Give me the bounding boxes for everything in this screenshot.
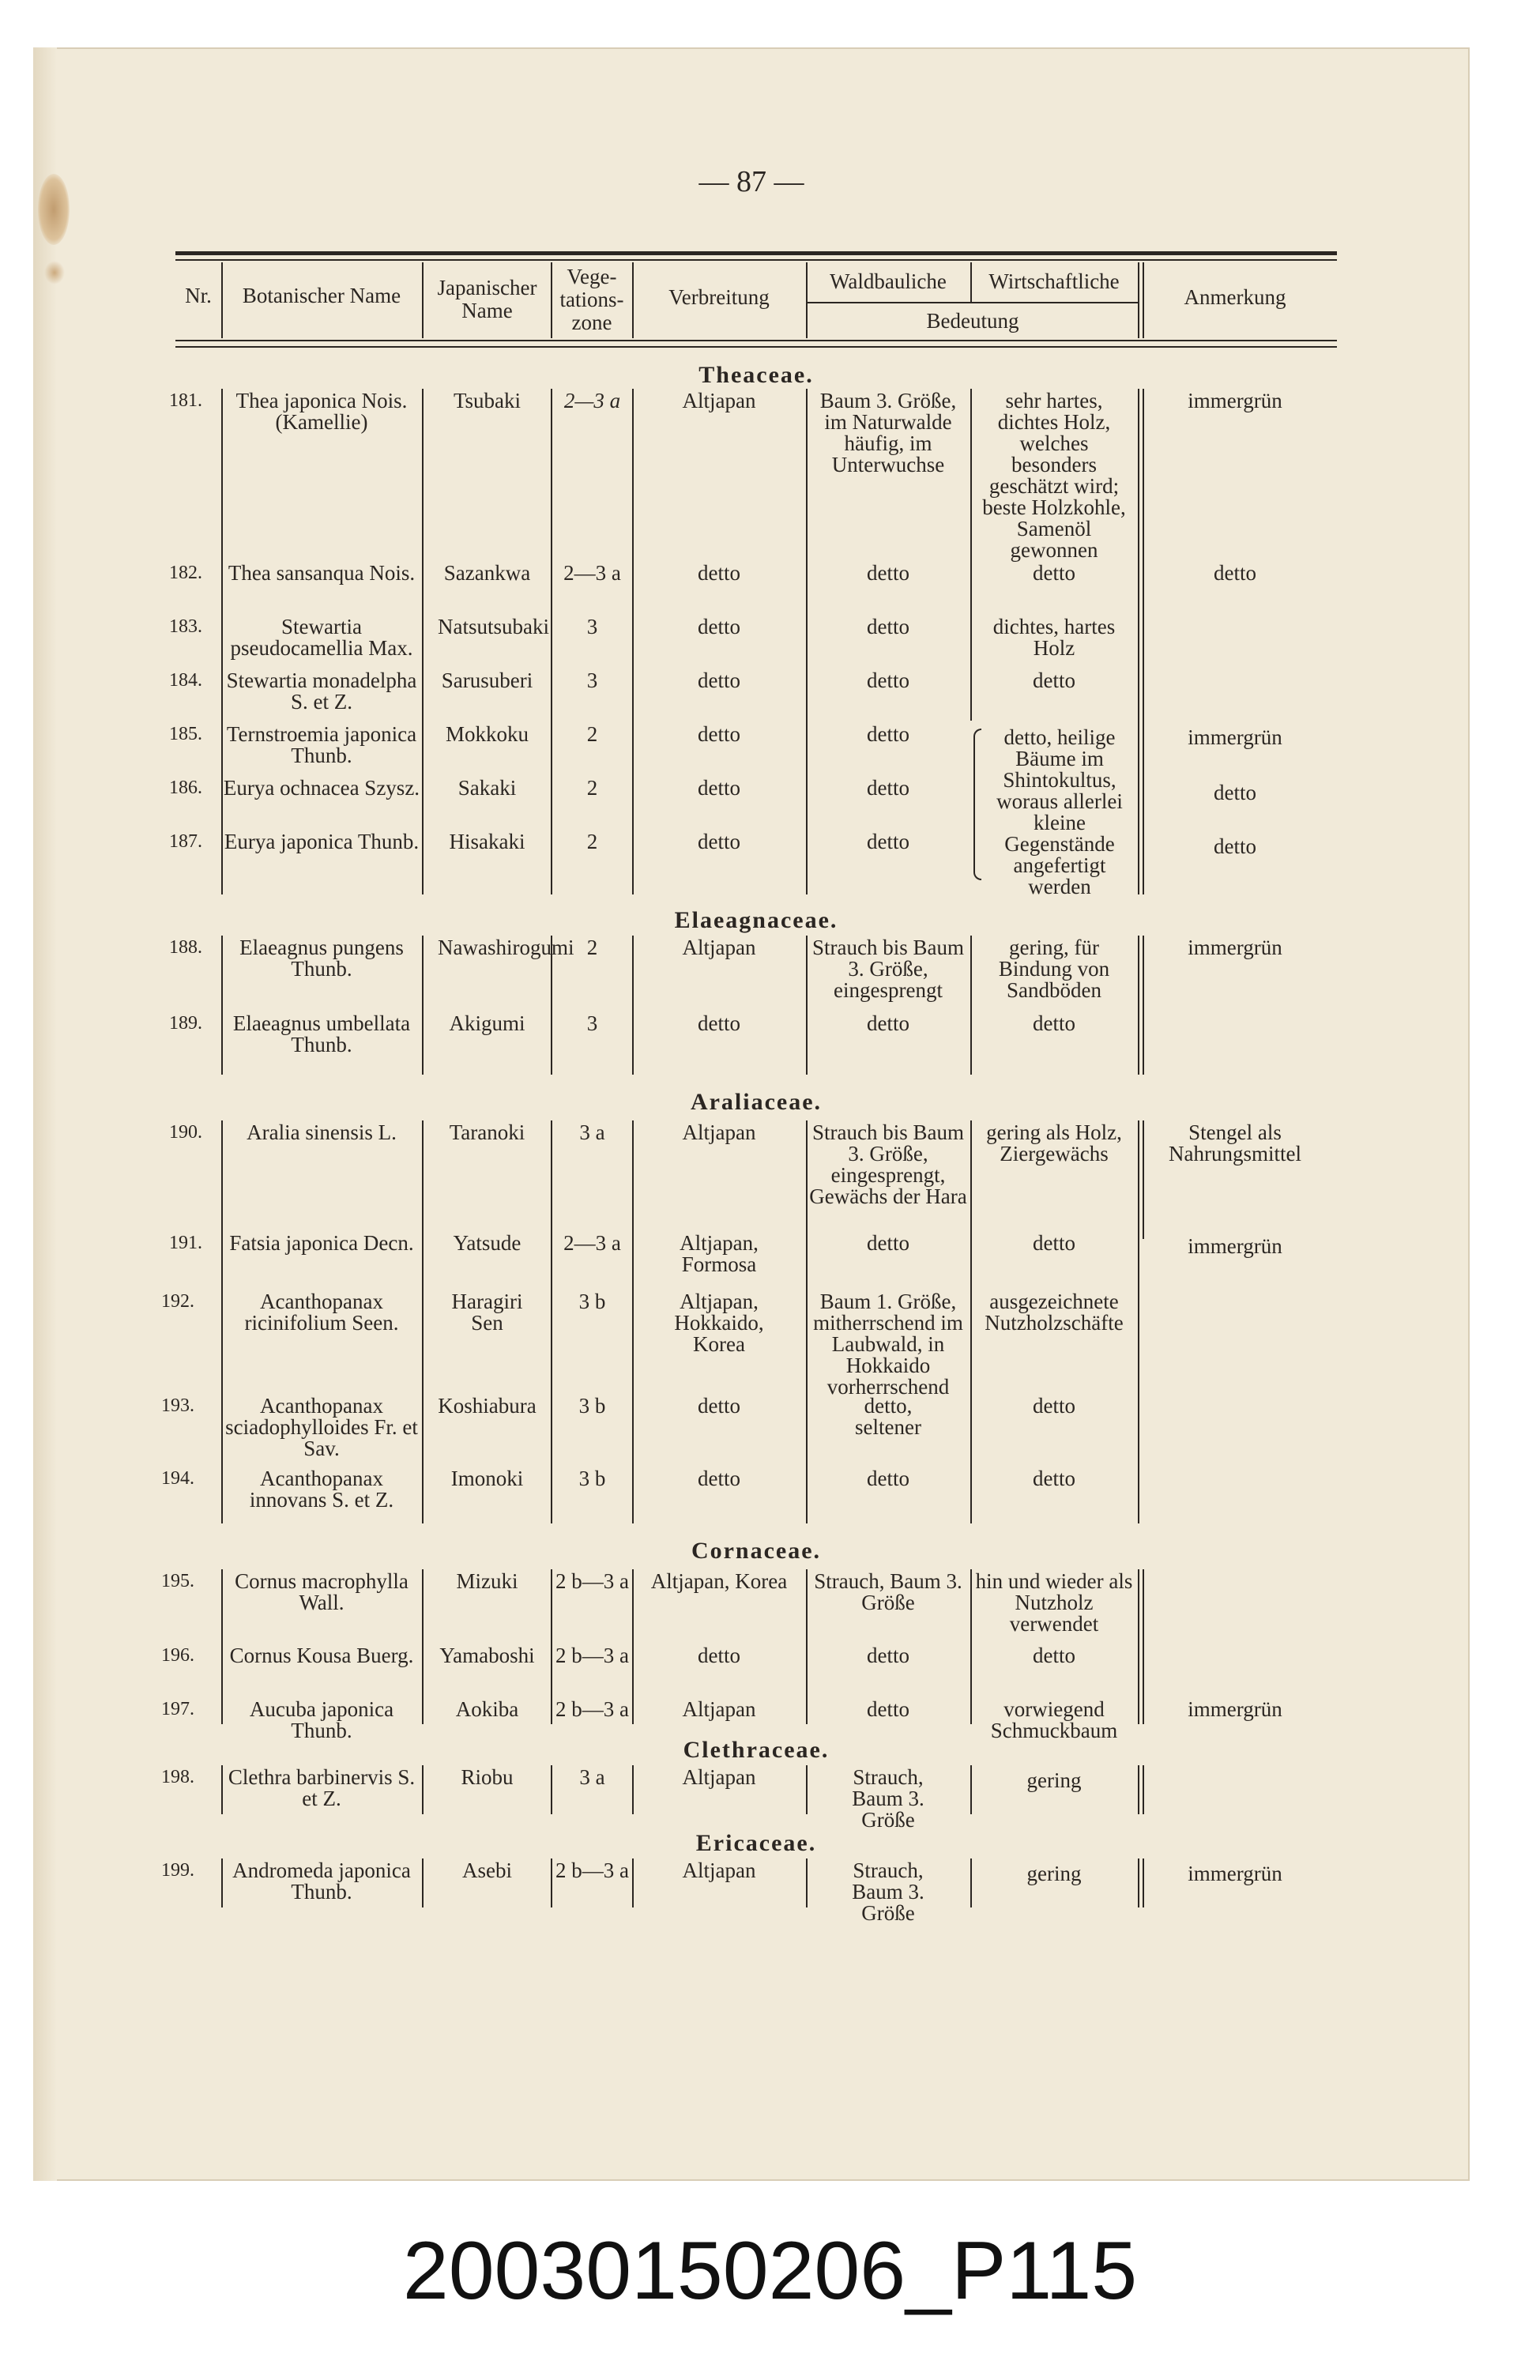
distribution: Altjapan, Formosa (680, 1231, 759, 1276)
japanese-name: Asebi (462, 1858, 512, 1882)
botanical-name: Elaeagnus umbellata Thunb. (232, 1011, 411, 1056)
remark: immergrün (1188, 936, 1282, 959)
forestry-significance: detto (867, 830, 909, 853)
header-bottom-rule-thin (175, 346, 1337, 348)
japanese-name: Akigumi (449, 1011, 525, 1035)
economic-significance: dichtes, hartes Holz (992, 615, 1116, 660)
japanese-name: Sazankwa (443, 561, 531, 585)
forestry-significance: detto (867, 1467, 909, 1490)
row-nr: 185. (169, 724, 202, 744)
economic-significance: detto (1033, 1394, 1075, 1418)
remark: immergrün (1188, 1862, 1282, 1885)
forestry-significance: detto (867, 1697, 909, 1721)
col-divider (1138, 1569, 1139, 1724)
col-divider (632, 1858, 634, 1907)
section-title-elaeagnaceae: Elaeagnaceae. (674, 907, 838, 933)
col-divider (1138, 389, 1139, 894)
botanical-name: Ternstroemia japonica Thunb. (226, 722, 417, 767)
distribution: Altjapan (682, 1858, 756, 1882)
distribution: detto (698, 1644, 740, 1667)
distribution: detto (698, 1467, 740, 1490)
vegetation-zone: 2 (586, 936, 598, 959)
col-divider (970, 1569, 972, 1724)
distribution: Altjapan (682, 1120, 756, 1144)
botanical-name: Thea sansanqua Nois. (228, 561, 416, 585)
botanical-name: Aralia sinensis L. (247, 1120, 397, 1144)
col-divider (806, 1765, 808, 1814)
distribution: detto (698, 722, 740, 746)
distribution: detto (698, 668, 740, 692)
japanese-name: Koshiabura (438, 1394, 537, 1418)
header-nr: Nr. (185, 284, 212, 307)
col-divider (1143, 936, 1144, 1075)
botanical-name: Clethra barbinervis S. et Z. (228, 1765, 416, 1810)
forestry-significance: detto (867, 1231, 909, 1255)
distribution: detto (698, 1011, 740, 1035)
forestry-significance: detto, seltener (855, 1394, 921, 1439)
economic-significance: gering (1026, 1768, 1082, 1792)
forestry-significance: Strauch, Baum 3. Größe (852, 1765, 924, 1832)
japanese-name: Riobu (461, 1765, 514, 1789)
forestry-significance: Baum 1. Größe, mitherrschend im Laubwald, in Hokkaido vorherrschend (813, 1290, 963, 1399)
header-wirtschaftliche: Wirtschaftliche (988, 269, 1120, 293)
japanese-name: Aokiba (455, 1697, 519, 1721)
col-divider (221, 1569, 223, 1724)
col-divider (551, 262, 552, 338)
distribution: detto (698, 830, 740, 853)
col-divider (632, 1120, 634, 1523)
header-japanischer-name: Japanischer Name (437, 276, 537, 322)
row-nr: 194. (161, 1468, 194, 1489)
japanese-name: Tsubaki (453, 389, 521, 412)
col-divider (422, 1120, 424, 1523)
vegetation-zone: 2 b—3 a (555, 1569, 629, 1593)
col-divider (551, 389, 552, 894)
stain-mark (38, 174, 70, 245)
stain-mark (44, 261, 65, 284)
economic-significance: detto (1033, 1231, 1075, 1255)
japanese-name: Sarusuberi (441, 668, 533, 692)
col-divider (806, 1858, 808, 1907)
brace-note: detto, heilige Bäume im Shintokultus, woraus allerlei kleine Gegenstände angefertigt werden (996, 725, 1123, 898)
row-nr: 181. (169, 390, 202, 411)
botanical-name: Andromeda japonica Thunb. (232, 1858, 411, 1904)
forestry-significance: Strauch bis Baum 3. Größe, eingesprengt (812, 936, 964, 1002)
remark: immergrün (1188, 1697, 1282, 1721)
remark: immergrün (1188, 1234, 1282, 1258)
col-divider (1138, 1765, 1139, 1814)
forestry-significance: detto (867, 722, 909, 746)
col-divider (1138, 1858, 1139, 1907)
header-waldbauliche: Waldbauliche (830, 269, 947, 293)
botanical-name: Eurya ochnacea Szysz. (223, 776, 420, 800)
japanese-name: Mizuki (456, 1569, 518, 1593)
botanical-name: Stewartia monadelpha S. et Z. (226, 668, 417, 714)
forestry-significance: detto (867, 615, 909, 638)
vegetation-zone: 2 (586, 722, 598, 746)
distribution: Altjapan (682, 936, 756, 959)
remark: Stengel als Nahrungsmittel (1169, 1120, 1301, 1166)
header-botanischer-name: Botanischer Name (242, 284, 401, 307)
row-nr: 187. (169, 831, 202, 852)
col-divider (970, 1765, 972, 1814)
remark: immergrün (1188, 725, 1282, 749)
forestry-significance: detto (867, 1011, 909, 1035)
col-divider (1138, 1120, 1139, 1523)
col-divider (551, 936, 552, 1075)
col-divider (1143, 1858, 1144, 1907)
col-divider (551, 1120, 552, 1523)
remark: detto (1214, 561, 1256, 585)
row-nr: 199. (161, 1860, 194, 1881)
col-divider (970, 936, 972, 1075)
japanese-name: Mokkoku (445, 722, 529, 746)
economic-significance: vorwiegend Schmuckbaum (990, 1697, 1118, 1742)
distribution: Altjapan, Hokkaido, Korea (674, 1290, 764, 1356)
japanese-name: Taranoki (449, 1120, 525, 1144)
header-top-rule-thin (175, 259, 1337, 261)
remark: detto (1214, 834, 1256, 858)
col-divider (632, 1765, 634, 1814)
economic-significance: detto (1033, 1011, 1075, 1035)
header-verbreitung: Verbreitung (668, 285, 770, 309)
col-divider (221, 1858, 223, 1907)
section-title-cornaceae: Cornaceae. (691, 1538, 822, 1564)
forestry-significance: Strauch bis Baum 3. Größe, eingesprengt, Gewächs der Hara (809, 1120, 967, 1208)
col-divider (422, 1765, 424, 1814)
japanese-name: Yatsude (453, 1231, 521, 1255)
vegetation-zone: 2—3 a (563, 389, 621, 412)
row-nr: 196. (161, 1645, 194, 1666)
col-divider (970, 389, 972, 721)
economic-significance: detto (1033, 1467, 1075, 1490)
row-nr: 191. (169, 1233, 202, 1253)
row-nr: 198. (161, 1767, 194, 1787)
col-divider (970, 1858, 972, 1907)
row-nr: 186. (169, 778, 202, 798)
japanese-name: Haragiri Sen (451, 1290, 523, 1335)
col-divider (221, 936, 223, 1075)
forestry-significance: Strauch, Baum 3. Größe (852, 1858, 924, 1925)
section-title-araliaceae: Araliaceae. (690, 1089, 823, 1115)
economic-significance: ausgezeichnete Nutzholzschäfte (985, 1290, 1124, 1335)
archive-id-label: 20030150206_P115 (402, 2225, 1138, 2317)
forestry-significance: detto (867, 668, 909, 692)
brace (973, 729, 981, 880)
col-divider (632, 389, 634, 894)
vegetation-zone: 2 b—3 a (555, 1858, 629, 1882)
section-title-theaceae: Theaceae. (698, 362, 814, 388)
botanical-name: Thea japonica Nois. (Kamellie) (235, 389, 408, 434)
vegetation-zone: 2 (586, 776, 598, 800)
col-divider (1143, 1569, 1144, 1724)
section-title-clethraceae: Clethraceae. (683, 1737, 830, 1763)
col-divider (422, 1569, 424, 1724)
vegetation-zone: 3 (586, 1011, 598, 1035)
header-bedeutung: Bedeutung (926, 309, 1019, 333)
vegetation-zone: 3 b (578, 1290, 606, 1313)
botanical-name: Acanthopanax innovans S. et Z. (249, 1467, 394, 1512)
botanical-name: Cornus macrophylla Wall. (235, 1569, 409, 1614)
economic-significance: detto (1033, 668, 1075, 692)
remark: detto (1214, 781, 1256, 804)
economic-significance: detto (1033, 1644, 1075, 1667)
col-divider (632, 936, 634, 1075)
economic-significance: detto (1033, 561, 1075, 585)
botanical-name: Aucuba japonica Thunb. (249, 1697, 394, 1742)
forestry-significance: Strauch, Baum 3. Größe (814, 1569, 962, 1614)
economic-significance: hin und wieder als Nutzholz verwendet (975, 1569, 1133, 1636)
page-paper (33, 47, 1470, 2181)
distribution: detto (698, 1394, 740, 1418)
col-divider (1143, 1765, 1144, 1814)
col-divider (221, 1120, 223, 1523)
distribution: detto (698, 615, 740, 638)
botanical-name: Eurya japonica Thunb. (224, 830, 420, 853)
row-nr: 190. (169, 1122, 202, 1143)
remark: immergrün (1188, 389, 1282, 412)
col-divider (551, 1569, 552, 1724)
col-divider (806, 1120, 808, 1523)
col-divider (632, 1569, 634, 1724)
botanical-name: Cornus Kousa Buerg. (229, 1644, 414, 1667)
distribution: Altjapan, Korea (650, 1569, 788, 1593)
japanese-name: Hisakaki (449, 830, 525, 853)
row-nr: 183. (169, 616, 202, 637)
vegetation-zone: 2—3 a (563, 561, 621, 585)
row-nr: 182. (169, 563, 202, 583)
forestry-significance: detto (867, 561, 909, 585)
botanical-name: Stewartia pseudocamellia Max. (230, 615, 413, 660)
botanical-name: Fatsia japonica Decn. (229, 1231, 414, 1255)
col-divider (970, 1120, 972, 1523)
col-divider (551, 1765, 552, 1814)
vegetation-zone: 3 b (578, 1467, 606, 1490)
section-title-ericaceae: Ericaceae. (695, 1830, 817, 1856)
vegetation-zone: 2 (586, 830, 598, 853)
header-vegetationszone: Vege- tations- zone (559, 265, 624, 334)
vegetation-zone: 2 b—3 a (555, 1697, 629, 1721)
col-divider (1143, 389, 1144, 894)
vegetation-zone: 2—3 a (563, 1231, 621, 1255)
col-divider (422, 1858, 424, 1907)
col-divider (806, 1569, 808, 1724)
header-anmerkung: Anmerkung (1184, 285, 1286, 309)
row-nr: 193. (161, 1395, 194, 1416)
distribution: detto (698, 776, 740, 800)
japanese-name: Sakaki (457, 776, 517, 800)
forestry-significance: detto (867, 776, 909, 800)
japanese-name: Yamaboshi (439, 1644, 535, 1667)
col-divider (1138, 262, 1139, 338)
col-divider (221, 389, 223, 894)
col-divider (1138, 936, 1139, 1075)
col-divider (806, 936, 808, 1075)
japanese-name: Nawashirogumi (438, 936, 574, 959)
economic-significance: sehr hartes, dichtes Holz, welches besonders geschätzt wird; beste Holzkohle, Samenöl gewonnen (982, 389, 1126, 562)
vegetation-zone: 2 b—3 a (555, 1644, 629, 1667)
economic-significance: gering (1026, 1862, 1082, 1885)
row-nr: 192. (161, 1291, 194, 1312)
col-divider (806, 389, 808, 894)
col-divider (221, 1765, 223, 1814)
vegetation-zone: 3 (586, 668, 598, 692)
distribution: Altjapan (682, 1697, 756, 1721)
vegetation-zone: 3 a (579, 1120, 605, 1144)
economic-significance: gering als Holz, Ziergewächs (986, 1120, 1122, 1166)
forestry-significance: Baum 3. Größe, im Naturwalde häufig, im Unterwuchse (819, 389, 957, 476)
vegetation-zone: 3 a (579, 1765, 605, 1789)
distribution: Altjapan (682, 1765, 756, 1789)
vegetation-zone: 3 (586, 615, 598, 638)
japanese-name: Natsutsubaki (438, 615, 549, 638)
forestry-significance: detto (867, 1644, 909, 1667)
economic-significance: gering, für Bindung von Sandböden (998, 936, 1110, 1002)
row-nr: 188. (169, 937, 202, 958)
botanical-name: Acanthopanax sciadophylloides Fr. et Sav. (225, 1394, 418, 1460)
bedeutung-rule (806, 302, 1138, 303)
page-gutter (33, 47, 57, 2181)
botanical-name: Acanthopanax ricinifolium Seen. (244, 1290, 399, 1335)
row-nr: 184. (169, 670, 202, 691)
header-top-rule (175, 251, 1337, 255)
distribution: Altjapan (682, 389, 756, 412)
col-divider (422, 936, 424, 1075)
col-divider (422, 262, 424, 338)
col-divider (1143, 1120, 1144, 1239)
header-bottom-rule (175, 340, 1337, 341)
page-number: — 87 — (698, 165, 804, 198)
row-nr: 197. (161, 1699, 194, 1719)
col-divider (551, 1858, 552, 1907)
row-nr: 189. (169, 1013, 202, 1034)
botanical-name: Elaeagnus pungens Thunb. (239, 936, 404, 981)
vegetation-zone: 3 b (578, 1394, 606, 1418)
japanese-name: Imonoki (450, 1467, 524, 1490)
row-nr: 195. (161, 1571, 194, 1591)
distribution: detto (698, 561, 740, 585)
col-divider (422, 389, 424, 894)
